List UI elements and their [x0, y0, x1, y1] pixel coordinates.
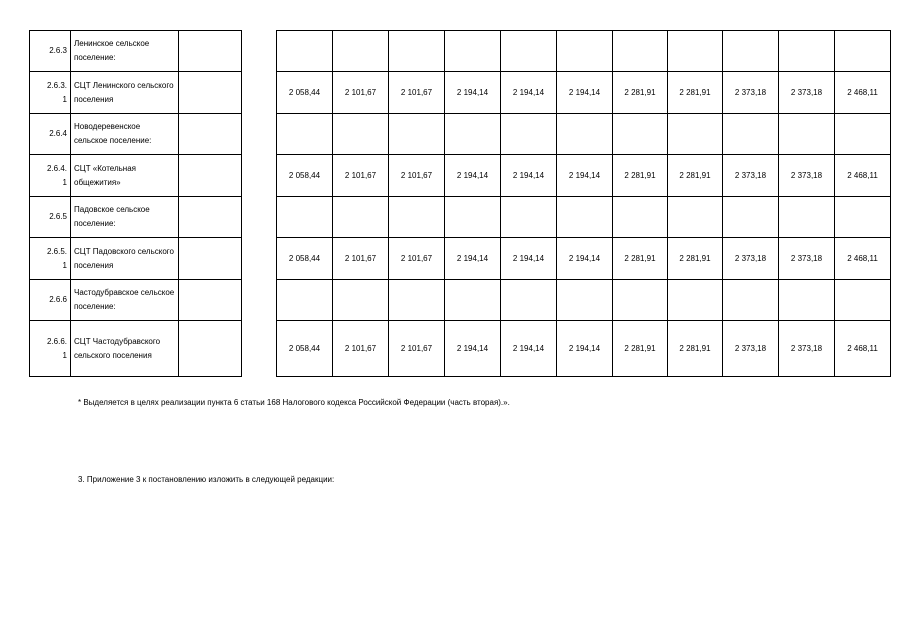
tariff-value — [501, 114, 557, 155]
tariff-value: 2 281,91 — [613, 321, 668, 377]
amendment-paragraph: 3. Приложение 3 к постановлению изложить в следующей редакции: — [78, 475, 335, 484]
tariff-value: 2 058,44 — [277, 238, 333, 280]
tariff-value — [333, 197, 389, 238]
gap-cell — [242, 321, 277, 377]
table-row — [30, 155, 891, 197]
tariff-value: 2 373,18 — [779, 72, 835, 114]
tariff-value: 2 281,91 — [668, 238, 723, 280]
gap-cell — [242, 114, 277, 155]
tariff-value — [389, 197, 445, 238]
tariff-value: 2 058,44 — [277, 72, 333, 114]
table-row — [30, 114, 891, 155]
tariff-value — [389, 114, 445, 155]
tariff-value — [501, 197, 557, 238]
table-row — [30, 197, 891, 238]
tariff-value: 2 194,14 — [557, 72, 613, 114]
tariff-value — [613, 31, 668, 72]
tariff-value: 2 101,67 — [333, 321, 389, 377]
tariff-value: 2 281,91 — [613, 238, 668, 280]
tariff-value: 2 468,11 — [835, 155, 891, 197]
tariff-value — [557, 280, 613, 321]
tariff-value — [668, 31, 723, 72]
tariff-value — [389, 31, 445, 72]
tariff-value — [835, 280, 891, 321]
tariff-value: 2 281,91 — [668, 155, 723, 197]
tariff-value — [445, 197, 501, 238]
tariff-value — [835, 114, 891, 155]
table-body — [30, 31, 891, 377]
row-code: 2.6.6 — [30, 280, 71, 321]
table-row — [30, 321, 891, 377]
row-code: 2.6.5 — [30, 197, 71, 238]
tariff-value — [723, 114, 779, 155]
tariff-value: 2 281,91 — [613, 72, 668, 114]
tariff-value: 2 194,14 — [557, 238, 613, 280]
tariff-value — [779, 280, 835, 321]
tariff-value: 2 373,18 — [723, 238, 779, 280]
tariff-value: 2 373,18 — [779, 238, 835, 280]
gap-cell — [242, 155, 277, 197]
tariff-value: 2 194,14 — [501, 72, 557, 114]
tariff-value: 2 058,44 — [277, 155, 333, 197]
row-code: 2.6.6. 1 — [30, 321, 71, 377]
tariff-value — [668, 280, 723, 321]
row-name: Падовское сельское поселение: — [71, 197, 179, 238]
tariff-value — [779, 114, 835, 155]
tariff-value — [613, 114, 668, 155]
tariff-value: 2 373,18 — [723, 321, 779, 377]
tariff-value: 2 194,14 — [501, 155, 557, 197]
tariff-value — [501, 280, 557, 321]
tariff-value: 2 281,91 — [613, 155, 668, 197]
row-code: 2.6.5. 1 — [30, 238, 71, 280]
empty-cell — [179, 197, 242, 238]
tariff-value — [501, 31, 557, 72]
table-row — [30, 238, 891, 280]
tariff-value — [557, 197, 613, 238]
empty-cell — [179, 238, 242, 280]
tariff-value — [277, 280, 333, 321]
row-name: СЦТ Падовского сельского поселения — [71, 238, 179, 280]
tariff-value — [668, 197, 723, 238]
gap-cell — [242, 238, 277, 280]
gap-cell — [242, 72, 277, 114]
tariff-value: 2 101,67 — [333, 72, 389, 114]
tariff-value: 2 194,14 — [445, 321, 501, 377]
tariff-value — [445, 114, 501, 155]
empty-cell — [179, 114, 242, 155]
tariff-value: 2 194,14 — [501, 238, 557, 280]
tariff-value — [557, 31, 613, 72]
row-code: 2.6.4 — [30, 114, 71, 155]
tariff-value: 2 101,67 — [389, 155, 445, 197]
tariff-value — [835, 197, 891, 238]
tariff-value — [445, 31, 501, 72]
tariff-value: 2 194,14 — [557, 321, 613, 377]
gap-cell — [242, 31, 277, 72]
tariff-value — [723, 197, 779, 238]
tariff-value — [277, 197, 333, 238]
tariff-value: 2 101,67 — [389, 72, 445, 114]
tariff-value: 2 373,18 — [779, 321, 835, 377]
gap-cell — [242, 280, 277, 321]
empty-cell — [179, 321, 242, 377]
footnote: * Выделяется в целях реализации пункта 6 статьи 168 Налогового кодекса Российской Федерации (часть вторая).». — [78, 398, 510, 407]
tariff-value: 2 194,14 — [557, 155, 613, 197]
row-name: СЦТ «Котельная общежития» — [71, 155, 179, 197]
tariff-value: 2 194,14 — [445, 238, 501, 280]
tariff-value: 2 194,14 — [445, 72, 501, 114]
row-code: 2.6.3 — [30, 31, 71, 72]
tariff-value: 2 194,14 — [501, 321, 557, 377]
tariff-value: 2 373,18 — [723, 155, 779, 197]
row-name: СЦТ Ленинского сельского поселения — [71, 72, 179, 114]
row-name: Ленинское сельское поселение: — [71, 31, 179, 72]
tariff-value: 2 101,67 — [333, 155, 389, 197]
tariff-value: 2 468,11 — [835, 321, 891, 377]
empty-cell — [179, 72, 242, 114]
tariff-value — [445, 280, 501, 321]
table-row — [30, 280, 891, 321]
tariff-value — [779, 31, 835, 72]
tariff-value — [333, 31, 389, 72]
tariff-value: 2 281,91 — [668, 72, 723, 114]
tariff-value: 2 101,67 — [333, 238, 389, 280]
tariff-value: 2 373,18 — [779, 155, 835, 197]
tariff-value — [333, 114, 389, 155]
tariff-table — [29, 30, 891, 377]
tariff-value: 2 468,11 — [835, 72, 891, 114]
table-row — [30, 72, 891, 114]
empty-cell — [179, 280, 242, 321]
tariff-value — [613, 280, 668, 321]
row-name: Частодубравское сельское поселение: — [71, 280, 179, 321]
tariff-value: 2 101,67 — [389, 321, 445, 377]
gap-cell — [242, 197, 277, 238]
tariff-value: 2 373,18 — [723, 72, 779, 114]
tariff-value — [389, 280, 445, 321]
tariff-value: 2 281,91 — [668, 321, 723, 377]
tariff-value — [277, 31, 333, 72]
tariff-value — [779, 197, 835, 238]
row-code: 2.6.4. 1 — [30, 155, 71, 197]
tariff-value — [723, 31, 779, 72]
table-row — [30, 31, 891, 72]
tariff-value: 2 194,14 — [445, 155, 501, 197]
tariff-value — [557, 114, 613, 155]
tariff-value: 2 058,44 — [277, 321, 333, 377]
tariff-value: 2 468,11 — [835, 238, 891, 280]
tariff-value — [333, 280, 389, 321]
tariff-value: 2 101,67 — [389, 238, 445, 280]
tariff-value — [277, 114, 333, 155]
empty-cell — [179, 155, 242, 197]
row-name: Новодеревенское сельское поселение: — [71, 114, 179, 155]
row-name: СЦТ Частодубравского сельского поселения — [71, 321, 179, 377]
empty-cell — [179, 31, 242, 72]
tariff-value — [723, 280, 779, 321]
row-code: 2.6.3. 1 — [30, 72, 71, 114]
tariff-value — [668, 114, 723, 155]
tariff-value — [613, 197, 668, 238]
tariff-value — [835, 31, 891, 72]
